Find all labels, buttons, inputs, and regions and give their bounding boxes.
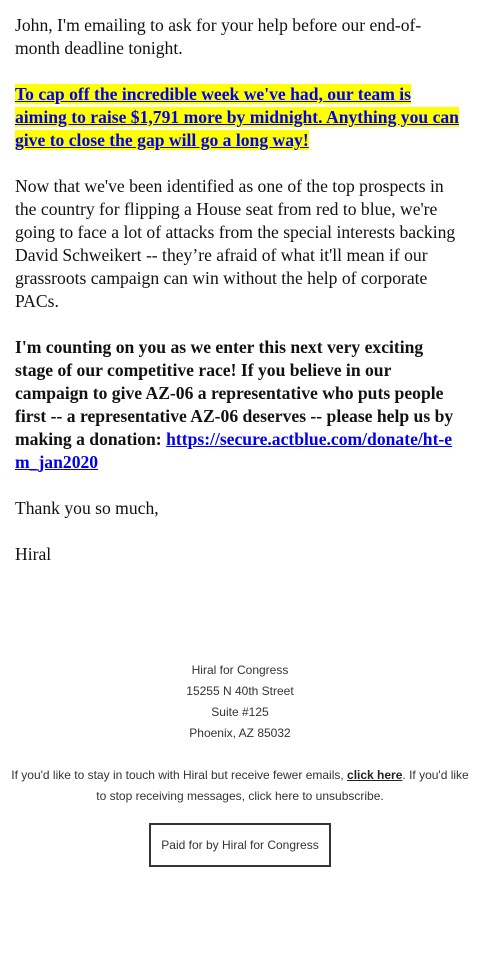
footer-address xyxy=(0,660,480,744)
greeting-paragraph: John, I'm emailing to ask for your help before our end-of-month deadline tonight. xyxy=(15,15,422,58)
unsub-prefix: If you'd like to stay in touch with Hiral but receive fewer emails, xyxy=(11,768,348,782)
email-footer xyxy=(0,660,480,867)
signature-text: Hiral xyxy=(15,544,52,564)
unsub-suffix: . If you'd like to stop receiving messages, click here to unsubscribe. xyxy=(96,768,469,803)
unsubscribe-notice xyxy=(0,765,480,807)
email-body xyxy=(15,14,465,589)
closing-text: Thank you so much, xyxy=(15,498,159,518)
org-name: Hiral for Congress xyxy=(191,663,289,677)
ask-text: I'm counting on you as we enter this next very exciting stage of our competitive race! If you believe in our campaign to give AZ-06 a representative who puts people first -- a representative AZ-06 deserves -- please help us by making a donation: xyxy=(15,337,454,449)
city-address: Phoenix, AZ 85032 xyxy=(189,726,291,740)
fewer-emails-link[interactable]: click here xyxy=(347,768,403,782)
street-address: 15255 N 40th Street xyxy=(186,684,294,698)
suite-address: Suite #125 xyxy=(211,705,269,719)
highlight-link[interactable]: To cap off the incredible week we've had, our team is aiming to raise $1,791 more by midnight. Anything you can give to close the gap will go a long way! xyxy=(15,84,459,150)
highlight-paragraph xyxy=(15,83,465,152)
body-paragraph: Now that we've been identified as one of the top prospects in the country for flipping a House seat from red to blue, we're going to face a lot of attacks from the special interests backing David Schweikert -- they’re afraid of what it'll mean if our grassroots campaign can win without the help of corporate PACs. xyxy=(15,176,456,311)
paid-for-box: Paid for by Hiral for Congress xyxy=(149,823,330,867)
donate-link[interactable]: https://secure.actblue.com/donate/ht-em_jan2020 xyxy=(15,429,453,472)
ask-paragraph xyxy=(15,336,465,474)
